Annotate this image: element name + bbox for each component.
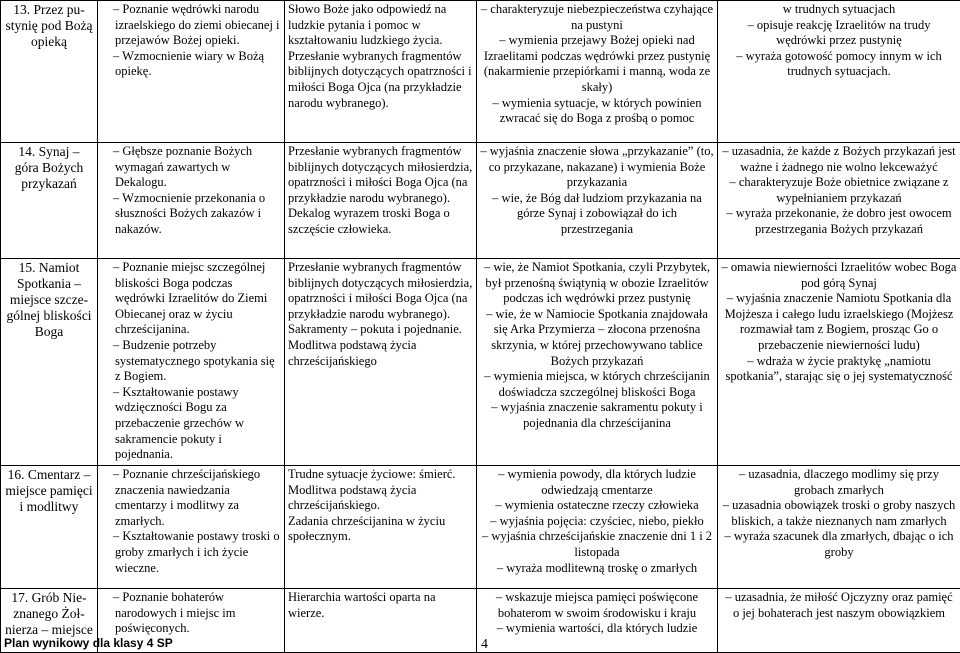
content-cell bbox=[285, 466, 477, 589]
cell-paragraph: Zadania chrześcijanina w życiu społecznym. bbox=[288, 514, 473, 545]
cell-paragraph: Przesłanie wybranych fragmentów biblijnych dotyczących miłosierdzia, opatrzności i miłości Boga Ojca (na przykładzie narodu wybranego). bbox=[288, 260, 473, 322]
cell-paragraph: – wyraża gotowość pomocy innym w ich trudnych sytuacjach. bbox=[721, 49, 957, 80]
cell-paragraph: – uzasadnia, że każde z Bożych przykazań jest ważne i żadnego nie wolno lekceważyć bbox=[721, 144, 957, 175]
table-row bbox=[1, 259, 960, 466]
topic-line: stynię pod Bożą bbox=[4, 18, 94, 34]
cell-paragraph: – omawia niewierności Izraelitów wobec Boga pod górą Synaj bbox=[721, 260, 957, 291]
basic-requirements-cell bbox=[477, 466, 718, 589]
topic-line: 17. Grób Nie- bbox=[4, 590, 94, 606]
basic-requirements-cell bbox=[477, 259, 718, 466]
extended-requirements-cell bbox=[718, 589, 960, 653]
cell-paragraph: w trudnych sytuacjach bbox=[721, 2, 957, 18]
cell-paragraph: – wyraża szacunek dla zmarłych, dbając o ich groby bbox=[721, 529, 957, 560]
cell-paragraph: – charakteryzuje Boże obietnice związane z wypełnianiem przykazań bbox=[721, 175, 957, 206]
cell-paragraph: – Poznanie miejsc szczególnej bliskości Boga podczas wędrówki Izraelitów do Ziemi Obiecanej oraz w życiu chrześcijanina. bbox=[101, 260, 281, 338]
cell-paragraph: Trudne sytuacje życiowe: śmierć. bbox=[288, 467, 473, 483]
topic-line: 16. Cmentarz – bbox=[4, 467, 94, 483]
cell-paragraph: – opisuje reakcję Izraelitów na trudy wędrówki przez pustynię bbox=[721, 18, 957, 49]
cell-paragraph: – wyjaśnia znaczenie słowa „przykazanie” (to, co przykazane, nakazane) i wymienia Boże przykazania bbox=[480, 144, 714, 191]
topic-line: 13. Przez pu- bbox=[4, 2, 94, 18]
aims-cell bbox=[98, 143, 285, 259]
cell-paragraph: – Wzmocnienie wiary w Bożą opiekę. bbox=[101, 49, 281, 80]
cell-paragraph: – wdraża w życie praktykę „namiotu spotkania”, starając się o jej systematyczność bbox=[721, 354, 957, 385]
cell-paragraph: – wyjaśnia chrześcijańskie znaczenie dni 1 i 2 listopada bbox=[480, 529, 714, 560]
topic-line: gólnej bliskości bbox=[4, 308, 94, 324]
topic-line: Boga bbox=[4, 324, 94, 340]
topic-line: miejsce szcze- bbox=[4, 292, 94, 308]
cell-paragraph: – wymienia miejsca, w których chrześcijanin doświadcza szczególnej bliskości Boga bbox=[480, 369, 714, 400]
cell-paragraph: – wie, że w Namiocie Spotkania znajdowała się Arka Przymierza – złocona przenośna skrzynia, w której przechowywano tablice Bożych przykazań bbox=[480, 307, 714, 369]
cell-paragraph: – uzasadnia obowiązek troski o groby naszych bliskich, a także nieznanych nam zmarłych bbox=[721, 498, 957, 529]
cell-paragraph: – wie, że Namiot Spotkania, czyli Przybytek, był przenośną świątynią w obozie Izraelitów podczas ich wędrówki przez pustynię bbox=[480, 260, 714, 307]
content-cell bbox=[285, 589, 477, 653]
cell-paragraph: – wskazuje miejsca pamięci poświęcone bohaterom w swoim środowisku i kraju bbox=[480, 590, 714, 621]
table-row bbox=[1, 466, 960, 589]
topic-line: przykazań bbox=[4, 176, 94, 192]
cell-paragraph: Sakramenty – pokuta i pojednanie. bbox=[288, 322, 473, 338]
topic-line: miejsce pamięci bbox=[4, 483, 94, 499]
topic-line: góra Bożych bbox=[4, 160, 94, 176]
cell-paragraph: – wyjaśnia znaczenie Namiotu Spotkania dla Mojżesza i całego ludu izraelskiego (Mojżesz rozmawiał tam z Bogiem, prosząc Go o przebaczenie niewierności ludu) bbox=[721, 291, 957, 353]
cell-paragraph: Modlitwa podstawą życia chrześcijańskiego bbox=[288, 338, 473, 369]
basic-requirements-cell bbox=[477, 143, 718, 259]
extended-requirements-cell bbox=[718, 466, 960, 589]
cell-paragraph: – wie, że Bóg dał ludziom przykazania na górze Synaj i zobowiązał do ich przestrzegania bbox=[480, 191, 714, 238]
topic-line: i modlitwy bbox=[4, 499, 94, 515]
cell-paragraph: Dekalog wyrazem troski Boga o szczęście człowieka. bbox=[288, 206, 473, 237]
cell-paragraph: – wyjaśnia znaczenie sakramentu pokuty i pojednania dla chrześcijanina bbox=[480, 400, 714, 431]
extended-requirements-cell bbox=[718, 1, 960, 143]
extended-requirements-cell bbox=[718, 259, 960, 466]
topic-line: 14. Synaj – bbox=[4, 144, 94, 160]
extended-requirements-cell bbox=[718, 143, 960, 259]
topic-line: Spotkania – bbox=[4, 276, 94, 292]
aims-cell bbox=[98, 1, 285, 143]
cell-paragraph: – Poznanie bohaterów narodowych i miejsc im poświęconych. bbox=[101, 590, 281, 637]
content-cell bbox=[285, 259, 477, 466]
basic-requirements-cell bbox=[477, 1, 718, 143]
topic-line: znanego Żoł- bbox=[4, 606, 94, 622]
content-cell bbox=[285, 1, 477, 143]
cell-paragraph: – uzasadnia, dlaczego modlimy się przy grobach zmarłych bbox=[721, 467, 957, 498]
cell-paragraph: – Poznanie chrześcijańskiego znaczenia nawiedzania cmentarzy i modlitwy za zmarłych. bbox=[101, 467, 281, 529]
cell-paragraph: – uzasadnia, że miłość Ojczyzny oraz pamięć o jej bohaterach jest naszym obowiązkiem bbox=[721, 590, 957, 621]
cell-paragraph: Modlitwa podstawą życia chrześcijańskiego. bbox=[288, 483, 473, 514]
table-row bbox=[1, 143, 960, 259]
cell-paragraph: – Kształtowanie postawy troski o groby zmarłych i ich życie wieczne. bbox=[101, 529, 281, 576]
topic-cell bbox=[1, 259, 98, 466]
cell-paragraph: – charakteryzuje niebezpieczeństwa czyhające na pustyni bbox=[480, 2, 714, 33]
topic-cell bbox=[1, 1, 98, 143]
cell-paragraph: – wyraża modlitewną troskę o zmarłych bbox=[480, 561, 714, 577]
cell-paragraph: – wymienia powody, dla których ludzie odwiedzają cmentarze bbox=[480, 467, 714, 498]
cell-paragraph: – wyjaśnia pojęcia: czyściec, niebo, piekło bbox=[480, 514, 714, 530]
page-number: 4 bbox=[481, 637, 488, 653]
topic-line: opieką bbox=[4, 34, 94, 50]
cell-paragraph: – Budzenie potrzeby systematycznego spotykania się z Bogiem. bbox=[101, 338, 281, 385]
topic-cell bbox=[1, 466, 98, 589]
aims-cell bbox=[98, 259, 285, 466]
table-row bbox=[1, 1, 960, 143]
topic-cell bbox=[1, 143, 98, 259]
cell-paragraph: Hierarchia wartości oparta na wierze. bbox=[288, 590, 473, 621]
aims-cell bbox=[98, 466, 285, 589]
cell-paragraph: – wymienia wartości, dla których ludzie bbox=[480, 621, 714, 637]
basic-requirements-cell bbox=[477, 589, 718, 653]
topic-line: 15. Namiot bbox=[4, 260, 94, 276]
cell-paragraph: – wymienia ostateczne rzeczy człowieka bbox=[480, 498, 714, 514]
cell-paragraph: – wymienia przejawy Bożej opieki nad Izraelitami podczas wędrówki przez pustynię (nakarmienie przepiórkami i manną, woda ze skały) bbox=[480, 33, 714, 95]
content-cell bbox=[285, 143, 477, 259]
cell-paragraph: – wymienia sytuacje, w których powinien zwracać się do Boga z prośbą o pomoc bbox=[480, 96, 714, 127]
cell-paragraph: Przesłanie wybranych fragmentów biblijnych dotyczących opatrzności i miłości Boga Ojca (na przykładzie narodu wybranego). bbox=[288, 49, 473, 111]
cell-paragraph: – Głębsze poznanie Bożych wymagań zawartych w Dekalogu. bbox=[101, 144, 281, 191]
cell-paragraph: Słowo Boże jako odpowiedź na ludzkie pytania i pomoc w kształtowaniu ludzkiego życia. bbox=[288, 2, 473, 49]
cell-paragraph: Przesłanie wybranych fragmentów biblijnych dotyczących miłosierdzia, opatrzności i miłości Boga Ojca (na przykładzie narodu wybranego). bbox=[288, 144, 473, 206]
cell-paragraph: – Kształtowanie postawy wdzięczności Bogu za przebaczenie grzechów w sakramencie pokuty i pojednania. bbox=[101, 385, 281, 463]
footer-title: Plan wynikowy dla klasy 4 SP bbox=[4, 636, 173, 650]
cell-paragraph: – wyraża przekonanie, że dobro jest owocem przestrzegania Bożych przykazań bbox=[721, 206, 957, 237]
topic-line: nierza – miejsce bbox=[4, 622, 94, 638]
cell-paragraph: – Poznanie wędrówki narodu izraelskiego do ziemi obiecanej i przejawów Bożej opieki. bbox=[101, 2, 281, 49]
cell-paragraph: – Wzmocnienie przekonania o słuszności Bożych zakazów i nakazów. bbox=[101, 191, 281, 238]
